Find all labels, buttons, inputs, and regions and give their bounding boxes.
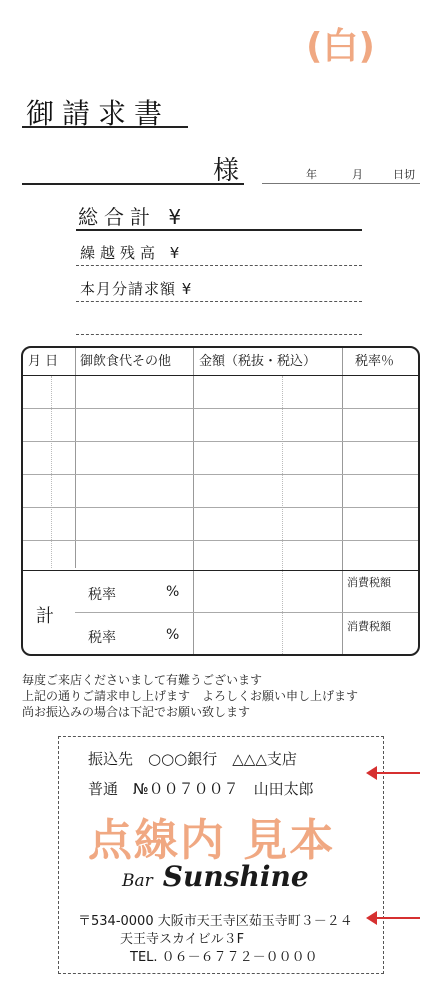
bar-logo — [122, 860, 309, 893]
note-line: 毎度ご来店くださいまして有難うございます — [22, 673, 263, 687]
carryover-line — [76, 265, 362, 266]
tax-rate-unit: % — [166, 584, 180, 600]
tax-row-line — [75, 612, 418, 613]
customer-name-line — [22, 183, 244, 185]
table-row-line — [23, 441, 418, 442]
consumption-tax-label: 消費税額 — [347, 620, 391, 633]
tax-rate-label: 税率 — [88, 587, 116, 603]
invoice-table — [21, 346, 420, 656]
table-row-line — [23, 507, 418, 508]
building-line: 天王寺スカイビル３F — [120, 932, 245, 947]
col-divider — [75, 348, 76, 568]
left-arrow-icon — [368, 917, 420, 919]
logo-name: Sunshine — [162, 860, 309, 893]
note-line: 上記の通りご請求申し上げます よろしくお願い申し上げます — [22, 689, 359, 703]
bank-info: 振込先 ○○○銀行 △△△支店 — [88, 750, 297, 768]
copy-label: (白) — [306, 26, 375, 67]
col-divider — [193, 348, 194, 654]
table-row-line — [23, 540, 418, 541]
sample-stamp: 点線内 見本 — [88, 815, 336, 866]
total-underline — [76, 229, 362, 231]
tax-rate-unit: % — [166, 627, 180, 643]
col-header-amount: 金額（税抜・税込） — [199, 354, 317, 369]
col-header-taxrate: 税率％ — [355, 354, 395, 369]
carryover-label: 繰越残高 ¥ — [80, 244, 185, 262]
month-billing-label: 本月分請求額 ¥ — [80, 280, 193, 298]
col-header-item: 御飲食代その他 — [80, 354, 172, 369]
consumption-tax-label: 消費税額 — [347, 576, 391, 589]
total-row-label: 計 — [36, 606, 54, 627]
blank-line — [76, 334, 362, 335]
date-month: 月 — [352, 168, 363, 181]
title-underline — [22, 126, 188, 128]
account-info: 普通 №００７００７ 山田太郎 — [88, 780, 314, 798]
date-underline — [262, 183, 420, 184]
note-line: 尚お振込みの場合は下記でお願い致します — [22, 705, 251, 719]
document-title: 御請求書 — [26, 97, 171, 130]
honorific: 様 — [213, 156, 240, 186]
table-row-line — [23, 474, 418, 475]
header-divider — [23, 375, 418, 376]
col-header-date: 月 日 — [28, 354, 59, 369]
total-label: 総合計 ¥ — [78, 205, 188, 229]
date-day: 日切 — [393, 168, 415, 181]
date-year: 年 — [306, 168, 317, 181]
left-arrow-icon — [368, 772, 420, 774]
phone-line: TEL. ０６－６７７２－００００ — [130, 950, 318, 965]
logo-prefix: Bar — [122, 871, 153, 891]
month-billing-line — [76, 301, 362, 302]
table-row-line — [23, 408, 418, 409]
address-line: 〒534-0000 大阪市天王寺区茹玉寺町３－２４ — [78, 914, 353, 929]
col-divider — [342, 348, 343, 654]
total-divider — [23, 570, 418, 571]
tax-rate-label: 税率 — [88, 630, 116, 646]
